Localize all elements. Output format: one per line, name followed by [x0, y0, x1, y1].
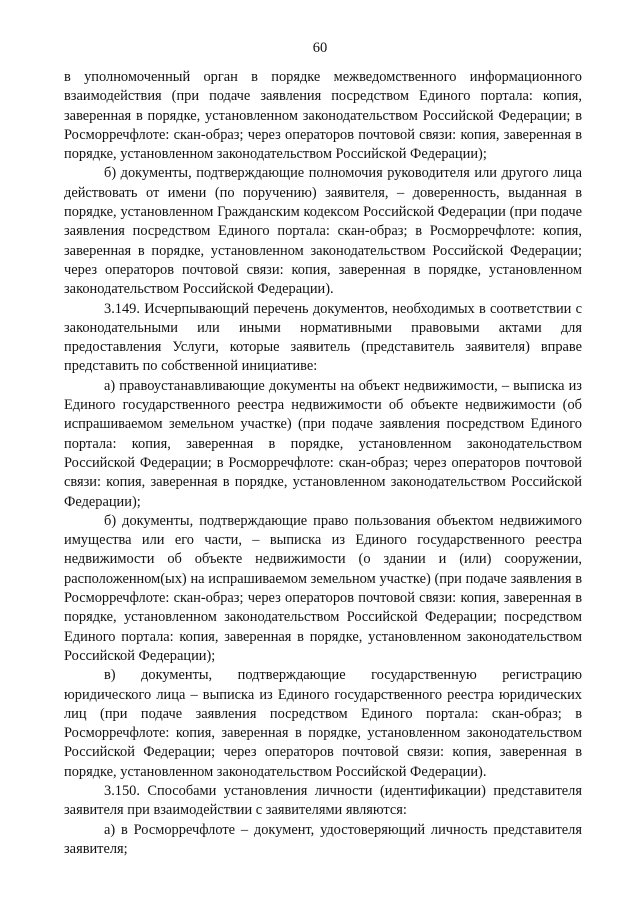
paragraph-v-registration: в) документы, подтверждающие государственную регистрацию юридического лица – выписка из Единого государственного реестра юридических лиц (при подаче заявления посредством Единого портала: скан-образ; в Росморречфлоте: копия, заверенная в порядке, установленном законодательством Российской Федерации; через операторов почтовой связи: копия, заверенная в порядке, установленном законодательством Российской Федерации).: [64, 667, 582, 780]
paragraph-b-authority-docs: б) документы, подтверждающие полномочия руководителя или другого лица действовать от имени (по поручению) заявителя, – доверенность, выданная в порядке, установленном Гражданским кодексом Российской Федерации (при подаче заявления посредством Единого портала: скан-образ; в Росморречфлоте: копия, заверенная в порядке, установленном законодательством Российской Федерации; через операторов почтовой связи: копия, заверенная в порядке, установленном законодательством Российской Федерации).: [64, 165, 582, 298]
paragraph-a-identity-document: а) в Росморречфлоте – документ, удостоверяющий личность представителя заявителя;: [64, 821, 582, 857]
paragraph-continuation: в уполномоченный орган в порядке межведомственного информационного взаимодействия (при подаче заявления посредством Единого портала: копия, заверенная в порядке, установленном законодательством Российской Федерации; в Росморречфлоте: скан-образ; через операторов почтовой связи: копия, заверенная в порядке, установленном законодательством Российской Федерации);: [64, 69, 582, 163]
paragraph-b-usage-rights: б) документы, подтверждающие право пользования объектом недвижимого имущества или его части, – выписка из Единого государственного реестра недвижимости об объекте недвижимости (о здании и (или) сооружении, расположенном(ых) на испрашиваемом земельном участке) (при подаче заявления в Росморречфлоте: скан-образ; через операторов почтовой связи: копия, заверенная в порядке, установленном законодательством Российской Федерации; посредством Единого портала: копия, заверенная в порядке, установленном законодательством Российской Федерации);: [64, 512, 582, 664]
page-number: 60: [312, 40, 328, 56]
paragraph-3-150: 3.150. Способами установления личности (идентификации) представителя заявителя при взаимодействии с заявителями являются:: [64, 782, 582, 819]
paragraph-3-149: 3.149. Исчерпывающий перечень документов, необходимых в соответствии с законодательными или иными нормативными правовыми актами для предоставления Услуги, которые заявитель (представитель заявителя) вправе представить по собственной инициативе:: [64, 300, 582, 375]
paragraph-a-title-docs: а) правоустанавливающие документы на объект недвижимости, – выписка из Единого государственного реестра недвижимости об объекте недвижимости (об испрашиваемом земельном участке) (при подаче заявления посредством Единого портала: копия, заверенная в порядке, установленном законодательством Российской Федерации; в Росморречфлоте: скан-образ; через операторов почтовой связи: копия, заверенная в порядке, установленном законодательством Российской Федерации);: [64, 377, 582, 510]
document-body: [64, 68, 582, 859]
